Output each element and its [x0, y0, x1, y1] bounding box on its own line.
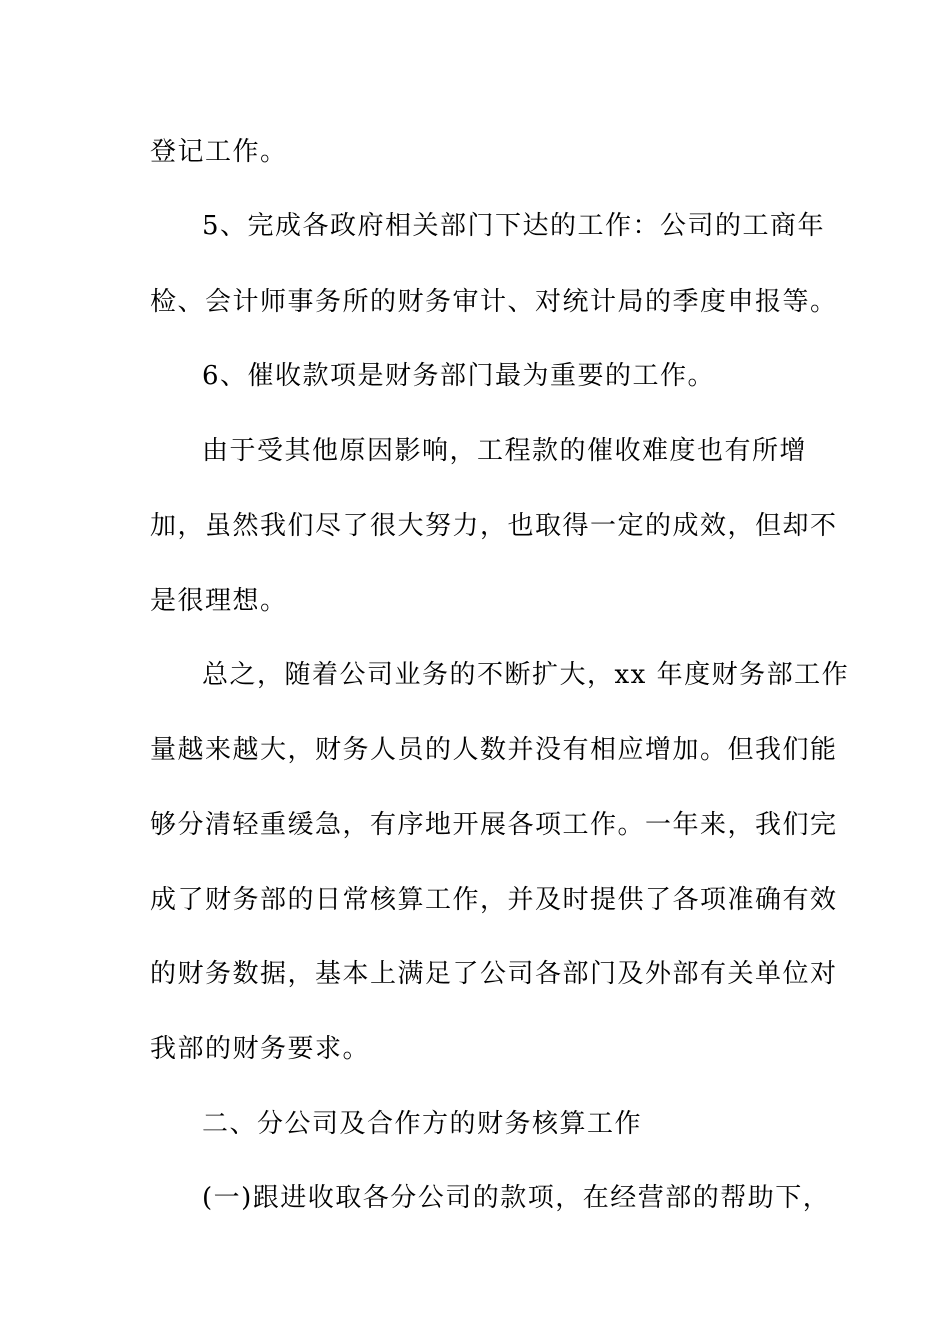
text-line-4: 6、催收款项是财务部门最为重要的工作。: [202, 361, 716, 391]
text-line-15: (一)跟进收取各分公司的款项，在经营部的帮助下，: [202, 1183, 831, 1213]
text-line-1: 登记工作。: [150, 137, 288, 167]
text-line-12: 的财务数据，基本上满足了公司各部门及外部有关单位对: [150, 959, 838, 989]
text-line-7: 是很理想。: [150, 586, 288, 616]
text-line-3: 检、会计师事务所的财务审计、对统计局的季度申报等。: [150, 287, 838, 317]
text-line-2: 5、完成各政府相关部门下达的工作：公司的工商年: [202, 211, 826, 241]
text-line-9: 量越来越大，财务人员的人数并没有相应增加。但我们能: [150, 735, 838, 765]
text-line-6: 加，虽然我们尽了很大努力，也取得一定的成效，但却不: [150, 511, 838, 541]
text-line-10: 够分清轻重缓急，有序地开展各项工作。一年来，我们完: [150, 810, 838, 840]
text-line-8: 总之，随着公司业务的不断扩大，xx 年度财务部工作: [202, 660, 850, 690]
text-line-13: 我部的财务要求。: [150, 1034, 371, 1064]
section-heading: 二、分公司及合作方的财务核算工作: [202, 1109, 643, 1139]
text-line-11: 成了财务部的日常核算工作，并及时提供了各项准确有效: [150, 885, 838, 915]
text-line-5: 由于受其他原因影响，工程款的催收难度也有所增: [202, 436, 808, 466]
